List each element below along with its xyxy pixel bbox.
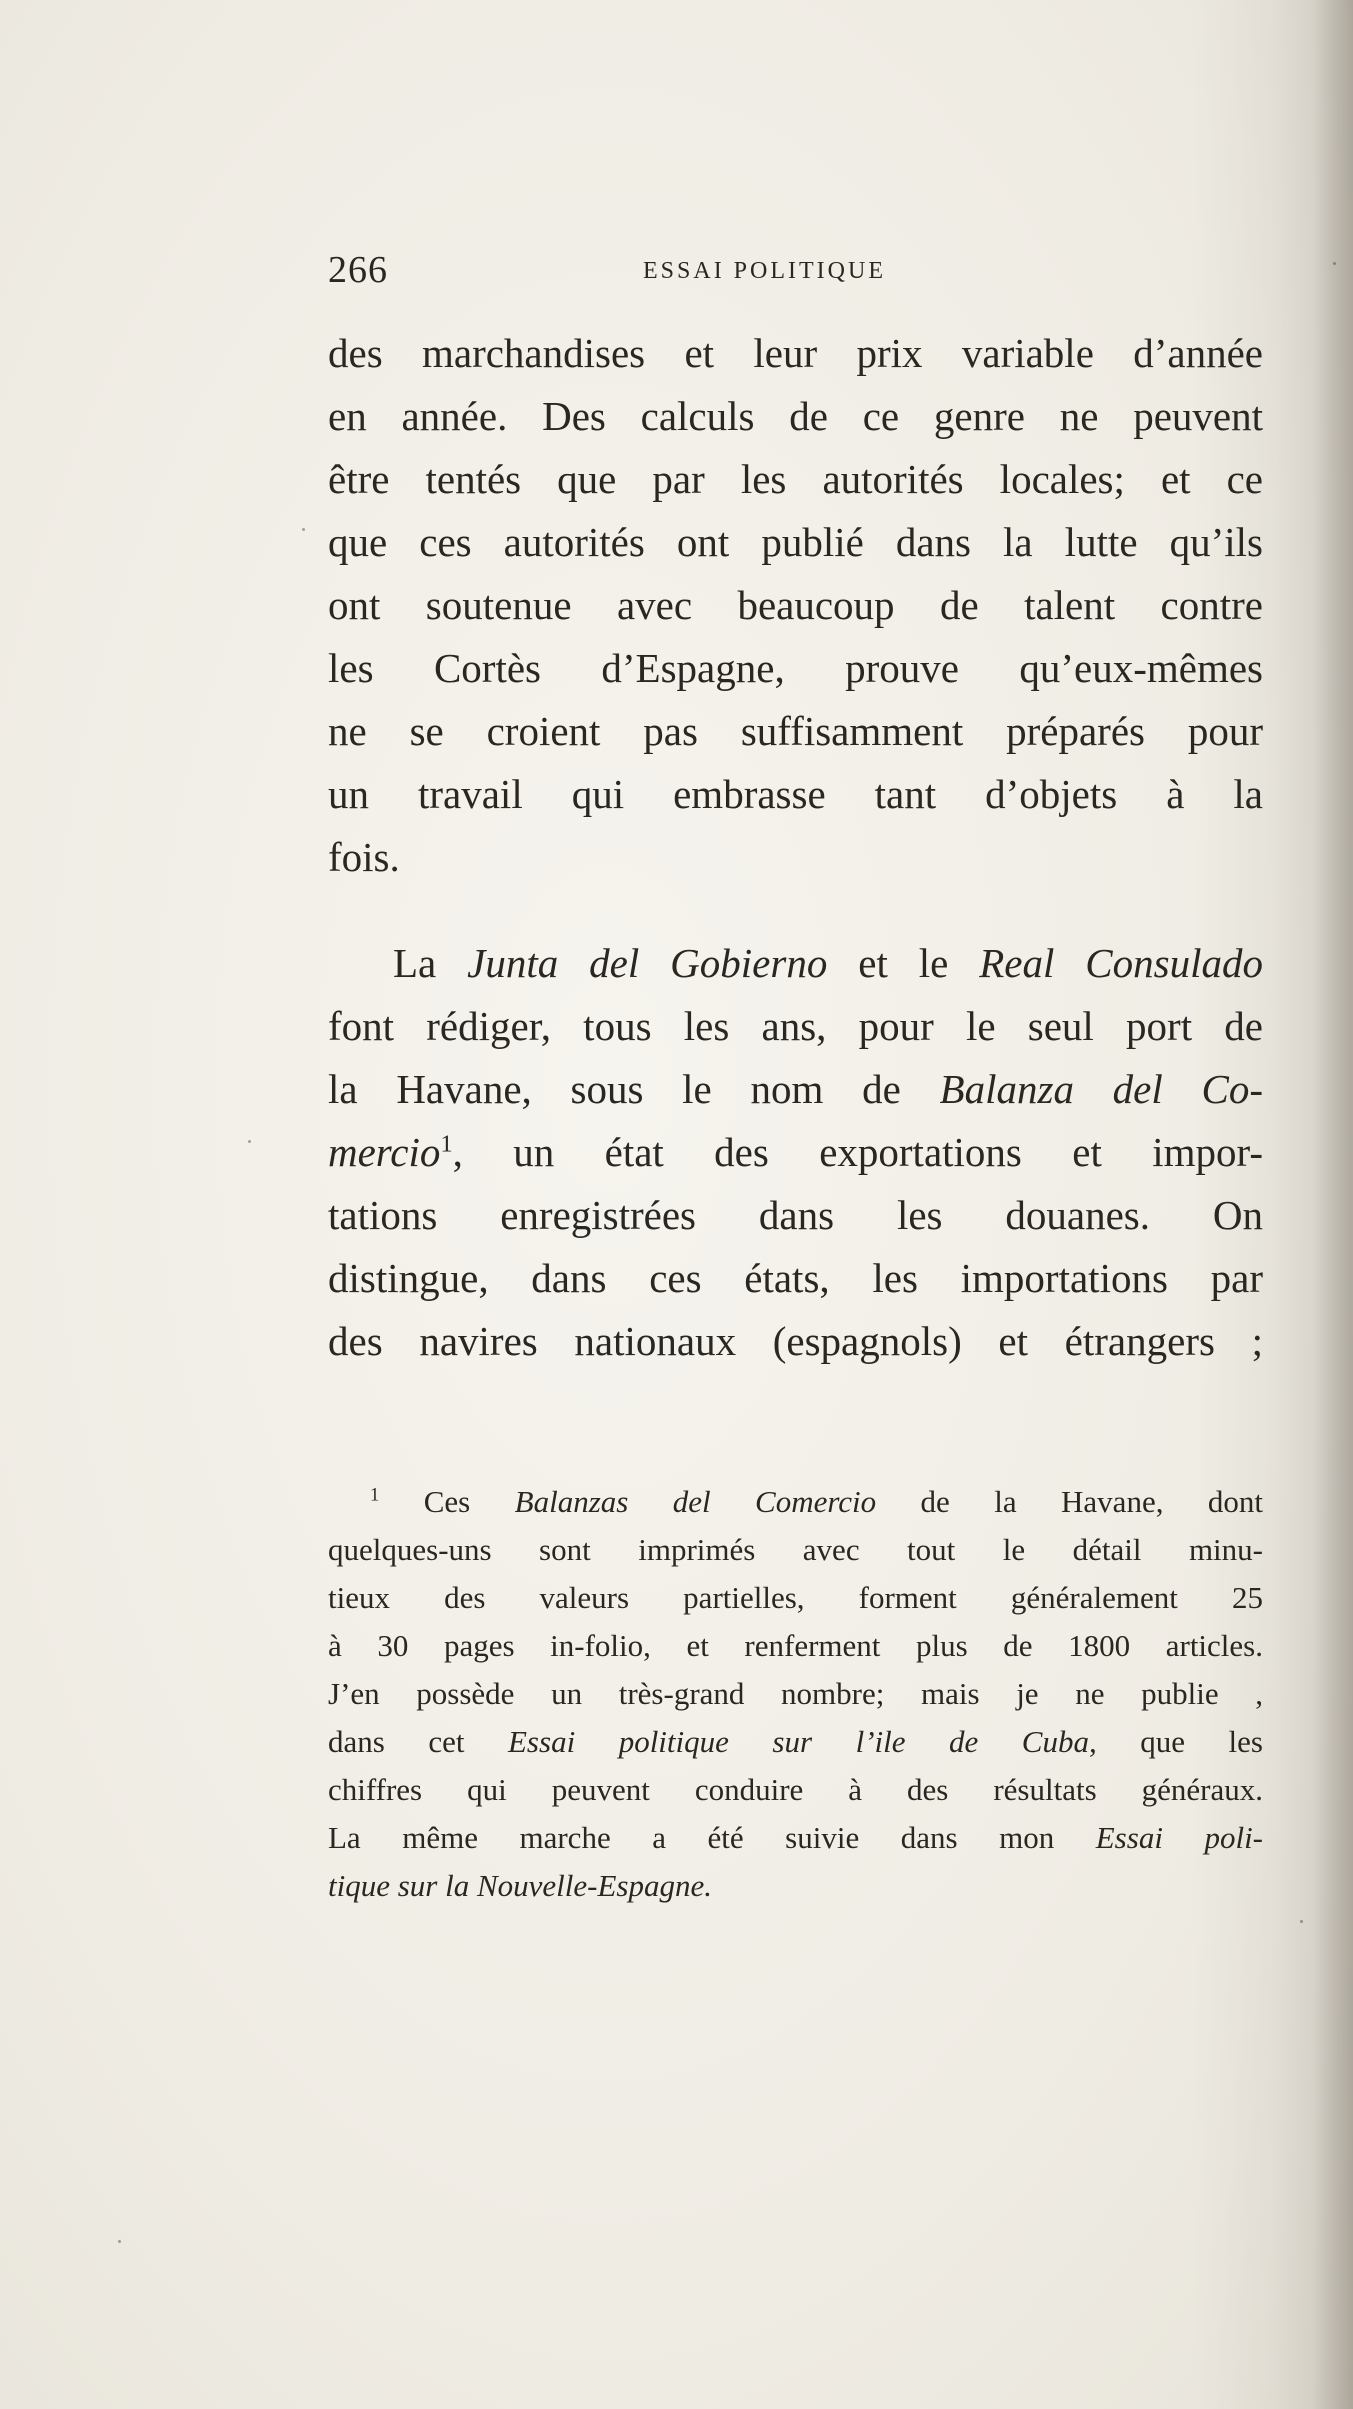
italic-run: Essai poli-: [1095, 1820, 1264, 1855]
text-run: Ces: [379, 1484, 515, 1519]
main-text: [328, 322, 1263, 1373]
running-title: ESSAI POLITIQUE: [643, 258, 886, 284]
footnote-line: à 30 pages in-folio, et renferment plus de 1800 articles.: [328, 1628, 1263, 1663]
page-gutter-shadow: [1313, 0, 1353, 2409]
text-line: [328, 1058, 1263, 1121]
text-run: La même marche a été suivie dans mon: [328, 1820, 1096, 1855]
page-header: [328, 248, 1263, 298]
text-line: [328, 1121, 1263, 1184]
footnote-line: [328, 1718, 1263, 1766]
italic-run: Essai politique sur l’ile de Cuba,: [508, 1724, 1097, 1759]
text-line: tations enregistrées dans les douanes. On: [328, 1192, 1263, 1238]
footnote-line: quelques-uns sont imprimés avec tout le détail minu-: [328, 1532, 1263, 1567]
italic-run: Junta del Gobierno: [467, 940, 828, 986]
text-line: distingue, dans ces états, les importations par: [328, 1255, 1263, 1301]
text-run: et le: [827, 940, 980, 986]
paper-speck: [118, 2240, 121, 2243]
italic-run: mercio: [328, 1129, 441, 1175]
paper-speck: [1333, 262, 1336, 265]
footnote-line: J’en possède un très-grand nombre; mais je ne publie ,: [328, 1676, 1263, 1711]
text-line: font rédiger, tous les ans, pour le seul port de: [328, 1003, 1263, 1049]
paragraph-gap: [328, 889, 1263, 932]
text-line: des marchandises et leur prix variable d’année: [328, 330, 1263, 376]
italic-run: Balanza del Co-: [939, 1066, 1263, 1112]
text-run: la Havane, sous le nom de: [328, 1066, 940, 1112]
paper-speck: [1300, 1920, 1303, 1923]
text-line: un travail qui embrasse tant d’objets à la: [328, 771, 1263, 817]
text-line: fois.: [328, 834, 400, 880]
text-run: de la Havane, dont: [876, 1484, 1263, 1519]
footnote-line: chiffres qui peuvent conduire à des résultats généraux.: [328, 1772, 1263, 1807]
footnote-marker: 1: [370, 1484, 380, 1506]
text-run: , un état des exportations et impor-: [452, 1129, 1263, 1175]
text-line: que ces autorités ont publié dans la lutte qu’ils: [328, 519, 1263, 565]
footnote-line: [328, 1814, 1263, 1862]
footnote: [328, 1478, 1263, 1910]
paper-speck: [248, 1140, 251, 1143]
text-line: [328, 932, 1263, 995]
text-line: des navires nationaux (espagnols) et étrangers ;: [328, 1318, 1263, 1364]
footnote-line: [328, 1862, 1263, 1910]
text-line: ont soutenue avec beaucoup de talent contre: [328, 582, 1263, 628]
footnote-line: [328, 1478, 1263, 1526]
footnote-ref: 1: [440, 1130, 453, 1158]
text-run: dans cet: [328, 1724, 508, 1759]
text-line: être tentés que par les autorités locales; et ce: [328, 456, 1263, 502]
italic-run: Real Consulado: [979, 940, 1263, 986]
paper-speck: [302, 528, 305, 531]
italic-run: Balanzas del Comercio: [514, 1484, 877, 1519]
text-line: les Cortès d’Espagne, prouve qu’eux-mêmes: [328, 645, 1263, 691]
page-number: 266: [328, 249, 388, 291]
text-run: que les: [1096, 1724, 1263, 1759]
text-line: en année. Des calculs de ce genre ne peuvent: [328, 393, 1263, 439]
text-line: ne se croient pas suffisamment préparés pour: [328, 708, 1263, 754]
italic-run: tique sur la Nouvelle-Espagne.: [328, 1868, 712, 1903]
text-run: La: [393, 940, 468, 986]
footnote-line: tieux des valeurs partielles, forment généralement 25: [328, 1580, 1263, 1615]
